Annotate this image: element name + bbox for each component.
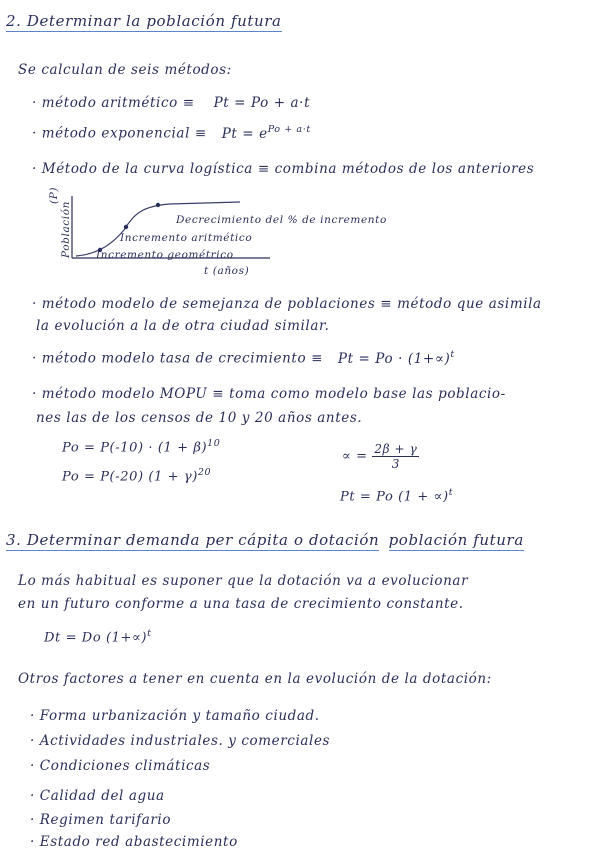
formula-alpha-denominator: 3 [391, 457, 400, 471]
factor-item: · Regimen tarifario [30, 812, 172, 828]
formula-po-10-text: Po = P(-10) · (1 + β) [62, 440, 208, 456]
formula-alpha-left: ∝ = [342, 449, 368, 464]
graph-y-label-wrap [48, 187, 60, 204]
method-exponential-label: · método exponencial ≡ [32, 125, 207, 142]
factor-item: · Actividades industriales. y comerciales [30, 733, 331, 749]
formula-dt-exp: t [147, 628, 152, 639]
method-mopu-line1: · método modelo MOPU ≡ toma como modelo base las poblacio- [32, 386, 506, 402]
method-exponential-exponent: Po + a·t [267, 124, 311, 135]
factor-item: · Condiciones climáticas [30, 758, 211, 774]
method-arithmetic-label: · método aritmético ≡ [32, 95, 195, 111]
formula-po-10 [62, 438, 220, 455]
formula-alpha-numerator: 2β + γ [374, 442, 418, 456]
method-logistic: · Método de la curva logística ≡ combina métodos de los anteriores [32, 161, 535, 177]
method-growth-rate-formula: Pt = Po · (1+∝) [337, 350, 451, 367]
graph-x-axis-label: t (años) [204, 265, 250, 277]
factors-intro: Otros factores a tener en cuenta en la evolución de la dotación: [18, 671, 492, 687]
graph-label-decrement: Decrecimiento del % de incremento [176, 214, 387, 226]
section-3-title [6, 531, 524, 549]
formula-pt-final [340, 487, 453, 504]
graph-label-geometric: Incremento geométrico [96, 249, 234, 261]
graph-label-arithmetic: Incremento aritmético [120, 232, 253, 244]
formula-alpha [342, 442, 419, 471]
factor-item: · Estado red abastecimiento [30, 834, 238, 850]
methods-intro: Se calculan de seis métodos: [18, 62, 232, 78]
method-mopu-line2: nes las de los censos de 10 y 20 años antes. [36, 410, 363, 426]
formula-dt [44, 628, 152, 645]
method-growth-rate [32, 349, 455, 367]
factor-item: · Calidad del agua [30, 788, 165, 804]
formula-alpha-fraction [372, 442, 419, 471]
method-growth-rate-label: · método modelo tasa de crecimiento ≡ [32, 350, 323, 367]
method-exponential [32, 124, 311, 142]
method-arithmetic-formula: Pt = Po + a·t [213, 95, 311, 111]
method-arithmetic [32, 95, 310, 111]
graph-y-axis-label: Población [60, 200, 72, 258]
formula-pt-final-exp: t [448, 487, 454, 498]
formula-po-20-exp: 20 [197, 467, 212, 478]
section-3-title-part1: 3. Determinar demanda per cápita o dotación [6, 531, 380, 549]
section-2-title: 2. Determinar la población futura [6, 12, 282, 30]
formula-po-20 [62, 467, 211, 484]
section-3-title-part2: población futura [388, 531, 524, 549]
formula-po-10-exp: 10 [207, 438, 221, 449]
dotation-paragraph-line2: en un futuro conforme a una tasa de crecimiento constante. [18, 596, 464, 612]
factor-item: · Forma urbanización y tamaño ciudad. [30, 708, 320, 724]
formula-pt-final-text: Pt = Po (1 + ∝) [340, 489, 449, 505]
method-similarity-line2: la evolución a la de otra ciudad similar. [36, 318, 330, 334]
graph-y-axis-unit: (P) [48, 186, 60, 204]
formula-dt-text: Dt = Do (1+∝) [44, 630, 148, 646]
formula-po-20-text: Po = P(-20) (1 + γ) [62, 469, 198, 485]
method-exponential-formula: Pt = e [221, 125, 268, 142]
method-similarity-line1: · método modelo de semejanza de poblaciones ≡ método que asimila [32, 296, 542, 312]
dotation-paragraph-line1: Lo más habitual es suponer que la dotación va a evolucionar [18, 573, 469, 589]
method-growth-rate-exponent: t [450, 349, 455, 360]
